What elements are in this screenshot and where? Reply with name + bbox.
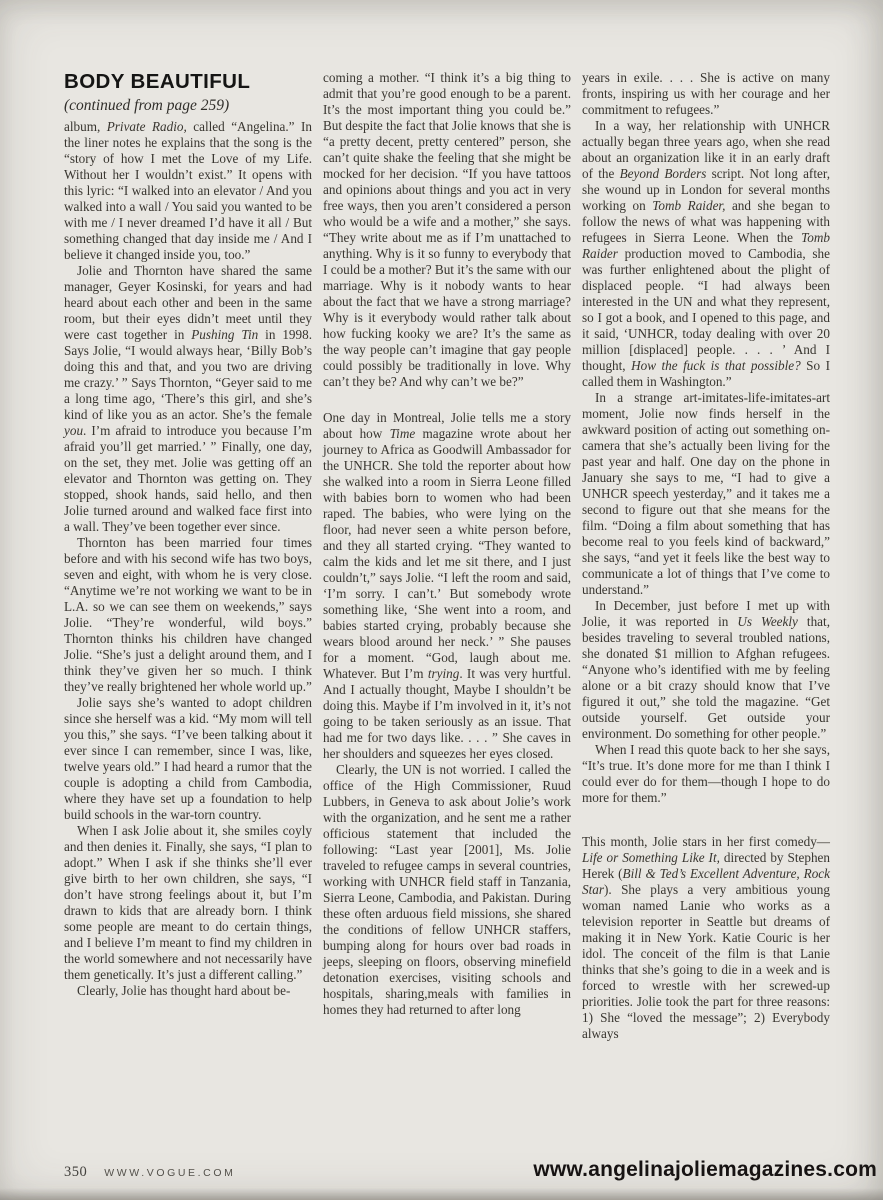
body-text: Jolie and Thornton have shared the same manager, Geyer Kosinski, for years and had heard about each other and been in the same room, but their eyes didn’t meet until they were cast together in xyxy=(64,263,312,342)
body-text: years in exile. . . . She is active on many fronts, inspiring us with her courage and her commitment to refugees.” xyxy=(582,70,830,117)
paragraph xyxy=(582,118,830,390)
paragraph xyxy=(64,535,312,695)
paragraph xyxy=(323,70,571,390)
paragraph xyxy=(582,70,830,118)
body-text: One day in Montreal, Jolie tells me a story about how xyxy=(323,410,571,441)
italic-text: Us Weekly xyxy=(737,614,798,629)
italic-text: you xyxy=(64,423,84,438)
italic-text: Tomb Raider, xyxy=(652,198,726,213)
body-text: ). She plays a very ambitious young woman named Lanie who works as a television reporter in Seattle but dreams of making it in New York. Katie Couric is her idol. The conceit of the film is that Lanie thinks that she’s going to die in a week and is forced to wrestle with her screwed-up priorities. Jolie took the part for three reasons: 1) She “loved the message”; 2) Everybody always xyxy=(582,882,830,1041)
body-text: magazine wrote about her journey to Africa as Goodwill Ambassador for the UNHCR. She told the reporter about how she walked into a room in Sierra Leone filled with babies born to women who had been raped. The babies, who were lying on the floor, had never seen a white person before, and they all started crying. “They wanted to calm the kids and let me sit there, and I just couldn’t,” says Jolie. “I left the room and said, ‘I’m sorry. I can’t.’ But somebody wrote something like, ‘She went into a room, and babies started crying, probably because she wears blood around her neck.’ ” She pauses for a moment. “God, laugh about me. Whatever. But I’m xyxy=(323,426,571,681)
body-text: When I read this quote back to her she says, “It’s true. It’s done more for me than I think I could ever do for them—though I hope to do more for them.” xyxy=(582,742,830,805)
continued-note: (continued from page 259) xyxy=(64,97,230,114)
italic-text: Life or Something Like It, xyxy=(582,850,720,865)
body-text: directed by Stephen Herek ( xyxy=(582,850,830,881)
body-text: So I called them in Washington.” xyxy=(582,358,830,389)
italic-text: Pushing Tin xyxy=(191,327,259,342)
italic-text: Beyond Borders xyxy=(619,166,707,181)
body-text: . I’m afraid to introduce you because I’m afraid you’ll get married.’ ” Finally, one day, on the set, they met. Jolie was getting off an elevator and Thornton was getting on. They stopped, shook hands, said hello, and then Jolie turned around and walked face first into a wall. They’ve been together ever since. xyxy=(64,423,312,534)
paragraph xyxy=(64,695,312,823)
italic-text: Bill & Ted’s Excellent Adventure, Rock Star xyxy=(582,866,830,897)
text-column-2 xyxy=(323,70,571,1042)
body-text: Clearly, Jolie has thought hard about be- xyxy=(77,983,291,998)
paragraph xyxy=(64,823,312,983)
body-text: In a way, her relationship with UNHCR actually began three years ago, when she read about an organization like it in an early draft of the xyxy=(582,118,830,181)
paragraph xyxy=(582,390,830,598)
body-text: script. Not long after, she wound up in London for several months working on xyxy=(582,166,830,213)
body-text: production moved to Cambodia, she was further enlightened about the plight of displaced people. “I had always been interested in the UN and what they represent, so I got a book, and I opened to this page, and it said, ‘UNHCR, today dealing with over 20 million [displaced] people. . . . ’ And I thought, xyxy=(582,246,830,373)
text-column-1 xyxy=(64,70,312,1042)
body-text: Clearly, the UN is not worried. I called the office of the High Commissioner, Ruud Lubbers, in Geneva to ask about Jolie’s work with the organization, and he sent me a rather officious statement that included the following: “Last year [2001], Ms. Jolie traveled to refugee camps in several countries, working with UNHCR field staff in Tanzania, Sierra Leone, Cambodia, and Pakistan. During these often arduous field missions, she shared the conditions of fellow UNHCR staffers, bumping along for hours over bad roads in jeeps, sleeping on floors, observing minefield detonation exercises, visiting schools and hospitals, sharing,meals with families in homes they had returned to after long xyxy=(323,762,571,1017)
body-text: . It was very hurtful. And I actually thought, Maybe I shouldn’t be doing this. Maybe if I’m involved in it, it’s not going to be taken seriously as an issue. That had me for two days like. . . . ” She caves in her shoulders and squeezes her eyes closed. xyxy=(323,666,571,761)
italic-text: trying xyxy=(427,666,460,681)
article-columns xyxy=(64,70,830,1042)
italic-text: Time xyxy=(389,426,416,441)
body-text: and she began to follow the news of what was happening with refugees in Sierra Leone. When the xyxy=(582,198,830,245)
body-text: This month, Jolie stars in her first comedy— xyxy=(582,834,830,849)
page-bottom-edge xyxy=(0,1188,883,1200)
body-text: Jolie says she’s wanted to adopt children since she herself was a kid. “My mom will tell you this,” she says. “I’ve been talking about it ever since I can remember, since I was, like, twelve years old.” I had heard a rumor that the couple is adopting a child from Cambodia, where they have set up a foundation to help build schools in the war-torn country. xyxy=(64,695,312,822)
body-text: In December, just before I met up with Jolie, it was reported in xyxy=(582,598,830,629)
body-text: called “Angelina.” In the liner notes he explains that the song is the “story of how I met the Love of my Life. Without her I wouldn’t exist.” It opens with this lyric: “I walked into an elevator / And you walked into a wall / You said you wanted to be with me / I never dreamed I’d have it all / But something changed that day inside me / And I believe it changed inside you, too.” xyxy=(64,119,312,262)
watermark-url: www.angelinajoliemagazines.com xyxy=(533,1158,877,1181)
paragraph xyxy=(582,834,830,1042)
page-number: 350 xyxy=(64,1164,88,1180)
paragraph xyxy=(64,263,312,535)
paragraph xyxy=(582,742,830,806)
body-text: When I ask Jolie about it, she smiles coyly and then denies it. Finally, she says, “I plan to adopt.” When I ask if she thinks she’ll ever give birth to her own children, she says, “I don’t have strong feelings about it, but I’m drawn to kids that are already born. I think some people are meant to do certain things, and I believe I’m meant to find my children in the world somewhere and not necessarily have them genetically. It’s just a different calling.” xyxy=(64,823,312,982)
page-footer xyxy=(64,1158,877,1182)
italic-text: How the fuck is that possible? xyxy=(631,358,801,373)
paragraph xyxy=(64,119,312,263)
article-title: BODY BEAUTIFUL xyxy=(64,70,251,93)
vogue-url: WWW.VOGUE.COM xyxy=(104,1167,236,1179)
body-text: in 1998. Says Jolie, “I would always hear, ‘Billy Bob’s doing this and that, and you two are driving me crazy.’ ” Says Thornton, “Geyer said to me a long time ago, ‘There’s this girl, and she’s kind of like you as an actor. She’s the female xyxy=(64,327,313,422)
italic-text: Tomb Raider xyxy=(582,230,830,261)
paragraph xyxy=(64,983,312,999)
paragraph xyxy=(323,410,571,762)
text-column-3 xyxy=(582,70,830,1042)
italic-text: Private Radio, xyxy=(106,119,187,134)
body-text: coming a mother. “I think it’s a big thing to admit that you’re good enough to be a parent. It’s the most important thing you could be.” But despite the fact that Jolie knows that she is “a pretty decent, pretty centered” person, she can’t quite shake the feeling that she might be mocked for her decision. “If you have tattoos and opinions about things and you act in very free ways, then you aren’t considered a person who would be a wife and a mother,” she says. “They write about me as if I’m unattached to anything. Why is it so funny to everybody that I could be a mother? But it’s the same with our marriage. Why is it nobody wants to hear about the fact that we have a strong marriage? Why is it everybody would rather talk about how fucking kooky we are? It’s the same as the way people can’t imagine that gay people could possibly be traditionally in love. Why can’t they be? And why can’t we be?” xyxy=(323,70,571,389)
paragraph xyxy=(582,598,830,742)
body-text: album, xyxy=(64,119,107,134)
body-text: that, besides traveling to several troubled nations, she donated $1 million to Afghan refugees. “Anyone who’s identified with me by feeling alone or a bit crazy should know that I’ve figured it out,” she told the magazine. “Get outside yourself. Get outside your environment. Do something for other people.” xyxy=(582,614,830,741)
body-text: In a strange art-imitates-life-imitates-art moment, Jolie now finds herself in the awkward position of acting out something on-camera that she’s actually been living for the past year and half. One day on the phone in January she says to me, “I had to give a UNHCR speech yesterday,” and it takes me a second to figure out that she means for the film. “Doing a film about something that has become real to you feels kind of backward,” she says, “and yet it feels like the best way to communicate a lot of things that I’ve come to understand.” xyxy=(582,390,830,597)
body-text: Thornton has been married four times before and with his second wife has two boys, seven and eight, with whom he is very close. “Anytime we’re not working we want to be in L.A. so we can see them on weekends,” says Jolie. “They’re wonderful, wild boys.” Thornton thinks his children have changed Jolie. “She’s just a delight around them, and I think they’ve given her so much. I think they’ve really brightened her whole world up.” xyxy=(64,535,312,694)
paragraph xyxy=(323,762,571,1018)
